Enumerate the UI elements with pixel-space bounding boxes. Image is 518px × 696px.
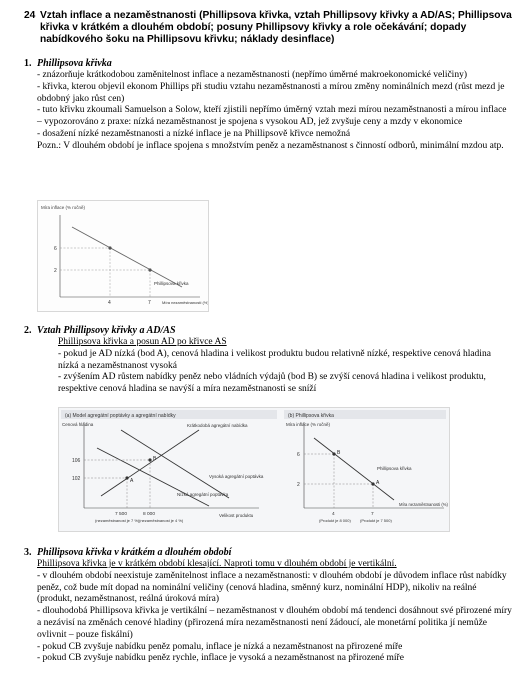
fig2b-xtick: 7 <box>371 512 374 517</box>
fig1-ylabel: Míra inflace (% ročně) <box>41 205 86 210</box>
s1-line: - tuto křivku zkoumali Samuelson a Solow, kteří zjistili nepřímo úměrný vztah mezi mírou nezaměstnanosti a mírou inflace – vypozorováno z praxe: nízká nezaměstnanost je spojena s vysokou AD, jež zvyšuje ceny a mzdy v ekonomice <box>37 105 507 128</box>
fig2a-xlabel: Velikost produktu <box>219 513 254 518</box>
fig2b-ytick: 2 <box>297 482 300 488</box>
title-text: Vztah inflace a nezaměstnanosti (Phillipsova křivka, vztah Phillipsovy křivky a AD/AS; Phillipsova křivka v krátkém a dlouhém období; posuny Phillipsovy křivky a role očekávání; dopady nabídkového šoku na Phillipsovu křivku; náklady desinflace) <box>40 10 512 45</box>
s3-line: - pokud CB zvyšuje nabídku peněz pomalu, inflace je nízká a nezaměstnanost na přirozené míře <box>37 641 403 652</box>
fig2b-point-b <box>332 452 335 455</box>
s1-note: Pozn.: V dlouhém období je inflace spojena s množstvím peněz a nezaměstnanost s činností odborů, minimální mzdou atp. <box>37 140 504 151</box>
s1-line: - znázorňuje krátkodobou zaměnitelnost inflace a nezaměstnanosti (nepřímo úměrné makroekonomické veličiny) <box>37 70 467 80</box>
fig2b-point-a-label: A <box>376 480 380 486</box>
fig2a-ad-high-line <box>121 430 229 498</box>
fig2a-point-a <box>125 476 128 479</box>
fig2a-ytick: 102 <box>72 476 81 482</box>
s2-line: - zvýšením AD růstem nabídky peněz nebo vládních výdajů (bod B) se zvýší cenová hladina i velikost produktu, respektive cenová hladina se navýší a míra nezaměstnanosti se sníží <box>58 372 486 395</box>
section-1-heading: 1. Phillipsova křivka <box>24 58 112 69</box>
s1-line: - dosažení nízké nezaměstnanosti a nízké inflace je na Phillipsově křivce nemožná <box>37 128 351 139</box>
fig2a-point-b <box>148 458 151 461</box>
section-2-body <box>58 337 512 396</box>
fig2a-as-label: Krátkodobá agregátní nabídka <box>187 423 248 428</box>
fig2a-xsub: (nezaměstnanost je 4 %) <box>139 518 184 523</box>
fig2b-title: (b) Phillipsova křivka <box>288 413 334 419</box>
fig2a-ad-low-label: Nízká agregátní poptávka <box>177 492 229 497</box>
fig2a-xtick: 7 500 <box>115 512 128 517</box>
fig1-xlabel: Míra nezaměstnanosti (%) <box>162 300 208 305</box>
fig1-point <box>148 268 151 271</box>
fig2b-xlabel: Míra nezaměstnanosti (%) <box>399 502 448 507</box>
fig2b-point-b-label: B <box>337 450 341 456</box>
fig2b-point-a <box>371 482 374 485</box>
s1-line: - křivka, kterou objevil ekonom Phillips při studiu vztahu nezaměstnanosti a mírou změny nominálních mezd (růst mezd je obdobný jako růst cen) <box>37 81 505 104</box>
s3-line: - dlouhodobá Phillipsova křivka je vertikální – nezaměstnanost v dlouhém období má tendenci dosáhnout své přirozené míry a nezávisí na změnách cenové hladiny (přirozená míra nezaměstnanosti není žádoucí, ale monetární politika jí nemůže ovlivnit – pouze fiskální) <box>37 606 512 640</box>
fig2a-point-a-label: A <box>130 478 134 484</box>
fig1-point <box>108 246 111 249</box>
fig2b-xsub: (Produkt je 8 000) <box>319 518 351 523</box>
fig1-phillips-curve-line <box>72 227 182 287</box>
fig1-ytick: 6 <box>54 246 57 252</box>
fig1-xtick: 7 <box>148 300 151 306</box>
title-number: 24 <box>24 10 36 21</box>
fig2a-xtick: 8 000 <box>143 512 156 517</box>
s3-line: - v dlouhém období neexistuje zaměnitelnost inflace a nezaměstnanosti: v dlouhém období je důvodem inflace růst nabídky peněz, což bude mít dopad na nominální veličiny (cenová hladina, směnný kurz, nominální HDP), nikoliv na reálné (produkt, nezaměstnanost, reálná úroková míra) <box>37 570 507 605</box>
phillips-curve-chart <box>37 200 209 312</box>
fig2a-xsub: (nezaměstnanost je 7 %) <box>95 518 140 523</box>
section-1-body <box>37 70 512 153</box>
s2-subheading: Phillipsova křivka a posun AD po křivce AS <box>58 337 227 347</box>
fig2a-point-b-label: B <box>153 456 157 462</box>
fig2b-curve-label: Phillipsova křivka <box>377 466 412 471</box>
section-3-body <box>37 559 512 665</box>
ad-as-phillips-figure <box>58 407 450 532</box>
fig2b-ytick: 6 <box>297 452 300 458</box>
fig2b-xtick: 4 <box>332 512 335 517</box>
document-title <box>24 10 512 46</box>
fig1-curve-label: Phillipsova křivka <box>154 281 189 286</box>
fig1-xtick: 4 <box>108 300 111 306</box>
s2-line: - pokud je AD nízká (bod A), cenová hladina i velikost produktu budou relativně nízké, respektive cenová hladina nízká a nezaměstnanost vysoká <box>58 348 491 371</box>
section-2-heading: 2. Vztah Phillipsovy křivky a AD/AS <box>24 325 176 336</box>
fig2a-title: (a) Model agregátní poptávky a agregátní nabídky <box>65 413 176 419</box>
fig2a-ylabel: Cenová hladina <box>62 422 94 427</box>
fig1-ytick: 2 <box>54 268 57 274</box>
fig2a-ad-high-label: Vysoká agregátní poptávka <box>209 474 264 479</box>
s3-line: - pokud CB zvyšuje nabídku peněz rychle, inflace je vysoká a nezaměstnanost na přirozené míře <box>37 653 404 664</box>
phillips-curve-svg <box>38 201 208 311</box>
section-3-heading: 3. Phillipsova křivka v krátkém a dlouhém období <box>24 547 232 558</box>
fig2b-xsub: (Produkt je 7 500) <box>360 518 392 523</box>
s3-underlined: Phillipsova křivka je v krátkém období klesající. Naproti tomu v dlouhém období je vertikální. <box>37 559 397 569</box>
fig2b-ylabel: Míra inflace (% ročně) <box>286 422 331 427</box>
ad-as-phillips-svg <box>59 408 449 531</box>
fig2a-ytick: 106 <box>72 458 81 464</box>
